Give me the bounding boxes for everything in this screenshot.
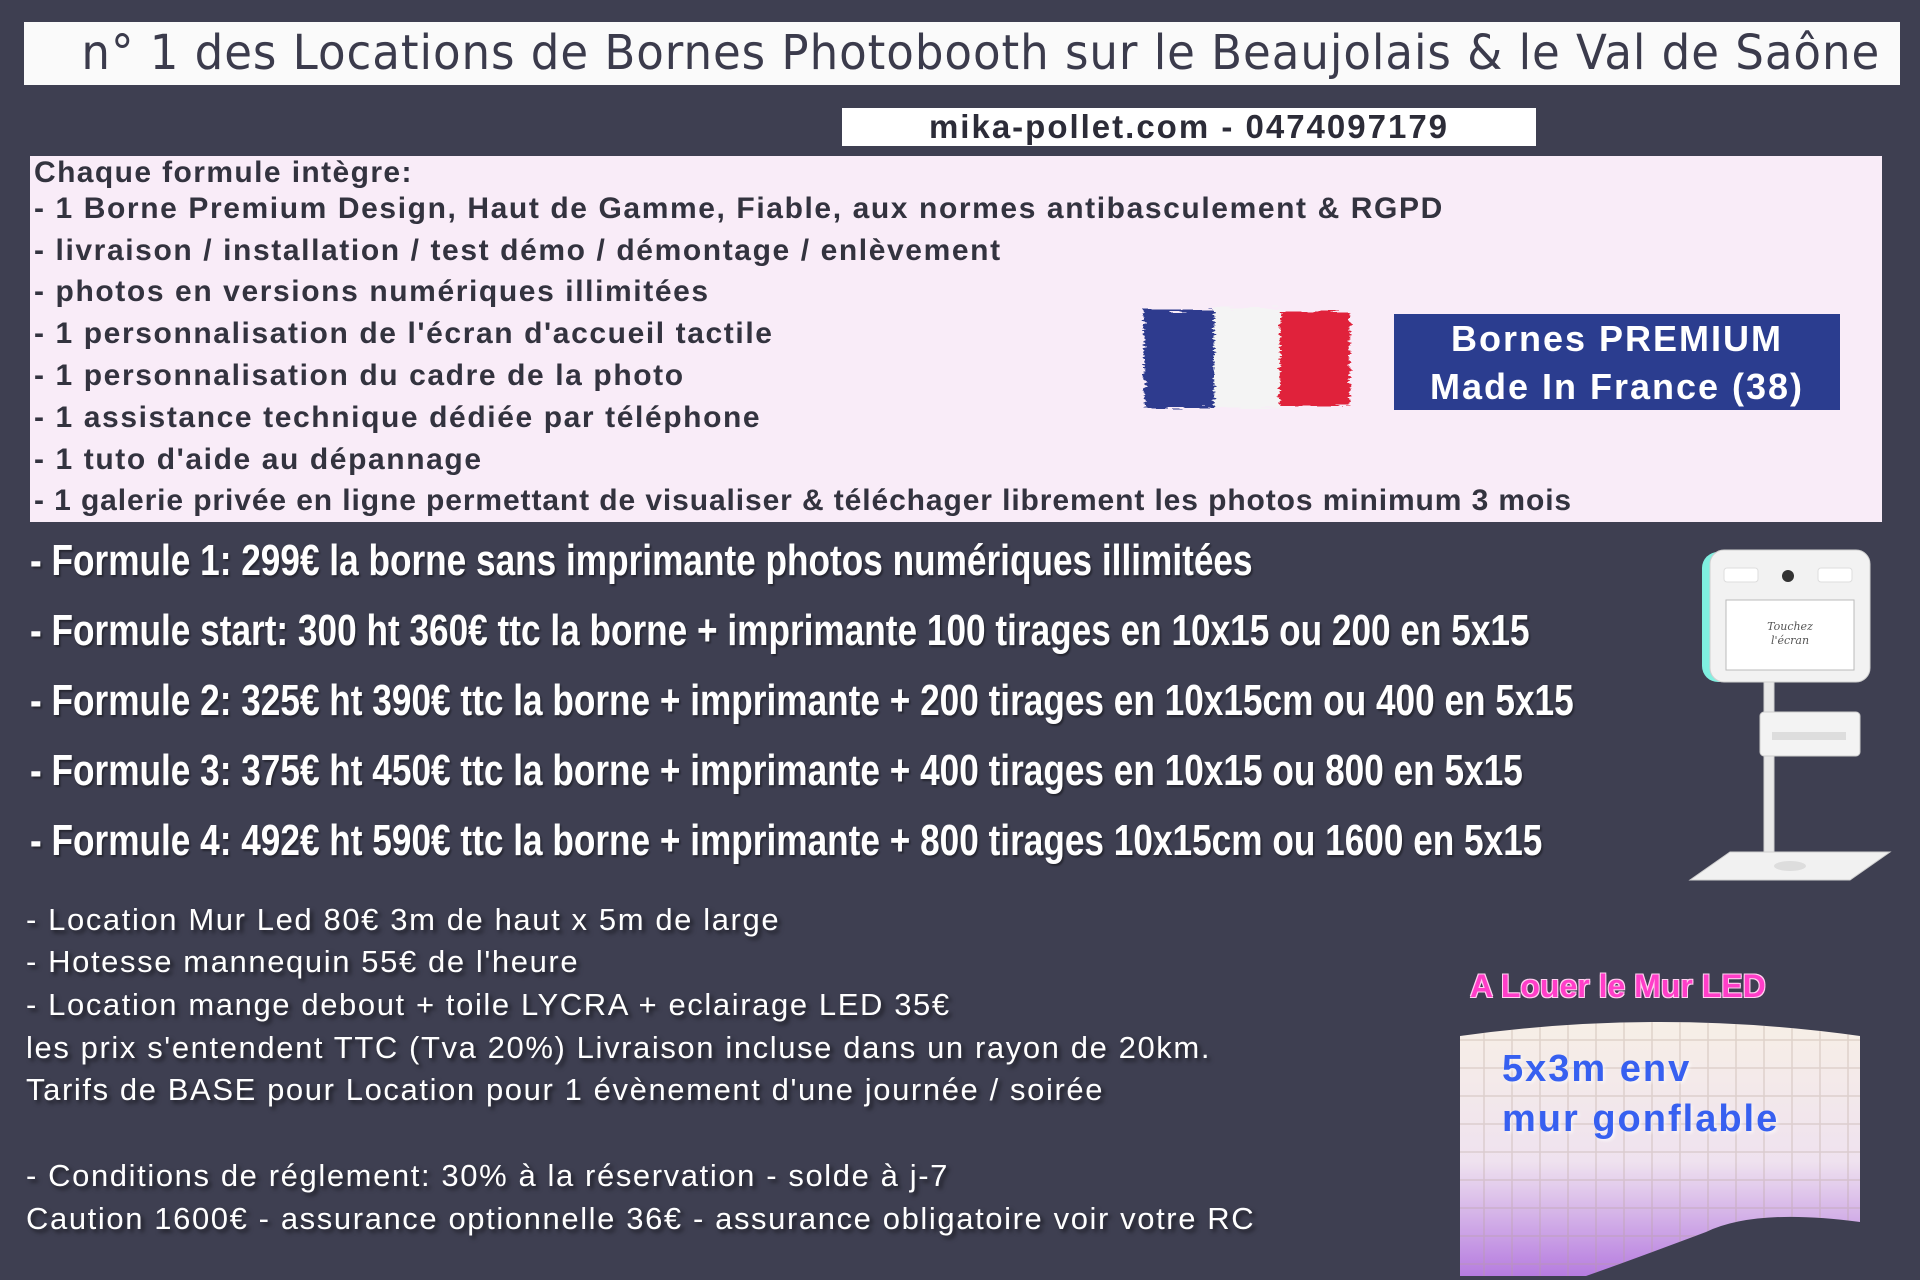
contact-info: mika-pollet.com - 0474097179	[842, 108, 1536, 146]
extra-item: Caution 1600€ - assurance optionnelle 36€ - assurance obligatoire voir votre RC	[26, 1201, 1256, 1236]
booth-screen-text-2: l'écran	[1770, 634, 1810, 647]
formula-item: - Formule 2: 325€ ht 390€ ttc la borne + imprimante + 200 tirages en 10x15cm ou 400 en 5x15	[30, 676, 1574, 725]
extra-item: - Location Mur Led 80€ 3m de haut x 5m de large	[26, 902, 781, 937]
made-in-france-badge	[1394, 314, 1840, 410]
page-title-text: n° 1 des Locations de Bornes Photobooth sur le Beaujolais & le Val de Saône	[81, 25, 1881, 81]
french-flag-icon	[1138, 300, 1356, 418]
includes-item: - photos en versions numériques illimitées	[34, 275, 710, 308]
includes-item: - 1 Borne Premium Design, Haut de Gamme, Fiable, aux normes antibasculement & RGPD	[34, 192, 1444, 225]
led-wall-title: A Louer le Mur LED	[1470, 968, 1766, 1004]
extra-item: - Location mange debout + toile LYCRA + eclairage LED 35€	[26, 987, 951, 1022]
extra-item: Tarifs de BASE pour Location pour 1 évènement d'une journée / soirée	[26, 1072, 1105, 1107]
led-wall-size: 5x3m env	[1502, 1048, 1692, 1090]
page-title	[24, 22, 1900, 85]
extra-item: les prix s'entendent TTC (Tva 20%) Livraison incluse dans un rayon de 20km.	[26, 1030, 1212, 1065]
includes-item: - livraison / installation / test démo / démontage / enlèvement	[34, 234, 1002, 267]
formula-item: - Formule 1: 299€ la borne sans imprimante photos numériques illimitées	[30, 536, 1253, 585]
photobooth-image	[1680, 540, 1920, 900]
includes-item: - 1 tuto d'aide au dépannage	[34, 443, 483, 476]
formula-item: - Formule 4: 492€ ht 590€ ttc la borne + imprimante + 800 tirages 10x15cm ou 1600 en 5x15	[30, 816, 1543, 865]
includes-item: - 1 assistance technique dédiée par téléphone	[34, 401, 762, 434]
formula-item: - Formule start: 300 ht 360€ ttc la borne + imprimante 100 tirages en 10x15 ou 200 en 5x15	[30, 606, 1530, 655]
includes-item: - 1 galerie privée en ligne permettant de visualiser & téléchager librement les photos minimum 3 mois	[34, 484, 1573, 517]
formula-item: - Formule 3: 375€ ht 450€ ttc la borne + imprimante + 400 tirages en 10x15 ou 800 en 5x15	[30, 746, 1523, 795]
includes-item: - 1 personnalisation de l'écran d'accueil tactile	[34, 317, 774, 350]
badge-line-1: Bornes PREMIUM	[1450, 318, 1784, 359]
badge-line-2: Made In France (38)	[1429, 366, 1805, 407]
includes-item: - 1 personnalisation du cadre de la photo	[34, 359, 685, 392]
includes-heading: Chaque formule intègre:	[34, 156, 413, 189]
extra-item: - Hotesse mannequin 55€ de l'heure	[26, 944, 580, 979]
led-wall-type: mur gonflable	[1502, 1098, 1780, 1140]
booth-screen-text-1: Touchez	[1767, 620, 1813, 633]
extra-item: - Conditions de réglement: 30% à la réservation - solde à j-7	[26, 1158, 949, 1193]
